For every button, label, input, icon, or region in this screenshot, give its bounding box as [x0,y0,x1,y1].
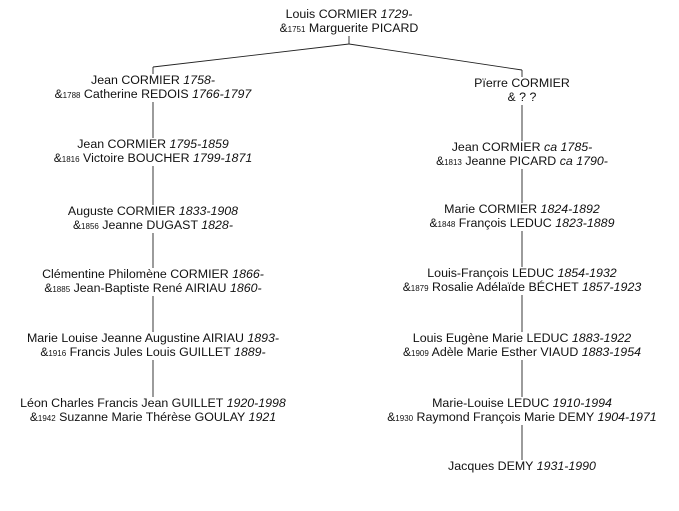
person-line [68,205,238,219]
person-line [436,141,608,155]
marriage-symbol: & [53,150,62,165]
person-line [403,332,641,346]
person-name: Louis Eugène Marie LEDUC [412,331,569,345]
marriage-year: 1942 [37,413,56,423]
marriage-symbol: & [402,279,411,294]
spouse-line [68,219,238,234]
marriage-year: 1930 [395,413,414,423]
left-generation-5 [27,332,279,360]
root-to-left-branch [153,44,349,67]
marriage-year: 1816 [61,154,80,164]
person-name: Louis CORMIER [285,7,378,21]
root-to-right-branch [349,44,522,70]
right-generation-7 [448,460,596,474]
spouse-name: Jeanne PICARD [465,153,557,168]
left-generation-4 [42,268,264,296]
spouse-dates: 1828- [201,217,233,232]
marriage-year: 1751 [287,24,306,34]
person-dates: 1910-1994 [552,396,612,410]
marriage-symbol: & [73,217,82,232]
right-generation-6 [387,397,656,425]
person-dates: 1729- [380,7,413,21]
spouse-dates: 1857-1923 [581,279,642,294]
spouse-line [42,282,264,297]
person-name: Jacques DEMY [448,459,534,473]
marriage-symbol: & [387,409,396,424]
spouse-name: Marguerite PICARD [308,20,419,35]
spouse-name: Victoire BOUCHER [83,150,190,165]
person-line [387,397,656,411]
marriage-year: 1788 [62,90,81,100]
person-dates: 1920-1998 [226,396,286,410]
person-name: Marie Louise Jeanne Augustine AIRIAU [26,331,244,345]
person-dates: 1931-1990 [536,459,596,473]
marriage-symbol: & [507,89,516,104]
person-line [403,267,641,281]
person-line [448,460,596,474]
marriage-year: 1813 [444,157,462,167]
person-line [27,332,279,346]
right-generation-3 [430,203,615,231]
marriage-symbol: & [40,344,49,359]
spouse-name: Jean-Baptiste René AIRIAU [73,280,227,295]
spouse-dates: 1823-1889 [555,215,615,230]
spouse-line [403,346,641,361]
spouse-name: François LEDUC [458,215,552,230]
spouse-name: Jeanne DUGAST [102,217,198,232]
person-line [430,203,615,217]
spouse-name: Francis Jules Louis GUILLET [69,344,231,359]
spouse-dates: 1766-1797 [192,86,252,101]
person-dates: 1866- [232,267,264,281]
right-generation-1 [474,77,570,104]
spouse-line [403,281,641,296]
spouse-name: Raymond François Marie DEMY [416,409,594,424]
left-generation-1 [55,74,252,102]
left-generation-2 [54,138,252,166]
person-dates: 1893- [247,331,280,345]
marriage-year: 1848 [437,219,456,229]
spouse-line [436,155,608,170]
spouse-dates: 1799-1871 [192,150,253,165]
spouse-line [474,91,570,105]
marriage-symbol: & [403,344,412,359]
spouse-line [430,217,615,232]
person-dates: 1854-1932 [557,266,617,280]
spouse-dates: 1904-1971 [597,409,657,424]
spouse-name: ? ? [519,89,537,104]
spouse-line [387,411,656,426]
person-line [42,268,264,282]
person-name: Marie-Louise LEDUC [432,396,550,410]
marriage-symbol: & [429,215,438,230]
left-generation-3 [68,205,238,233]
person-name: Louis-François LEDUC [427,266,554,280]
marriage-symbol: & [54,86,63,101]
marriage-symbol: & [29,409,38,424]
spouse-line [55,88,252,103]
person-dates: 1758- [183,73,215,87]
person-name: Jean CORMIER [91,73,180,87]
spouse-dates: 1860- [229,280,262,295]
person-name: Clémentine Philomène CORMIER [42,267,229,281]
right-generation-2 [436,141,608,169]
left-generation-6 [20,397,286,425]
person-name: Jean CORMIER [77,137,167,151]
person-dates: ca 1785- [544,140,593,154]
marriage-year: 1856 [81,221,99,231]
marriage-symbol: & [44,280,53,295]
spouse-line [280,22,419,37]
person-name: Pïerre CORMIER [474,76,570,90]
person-line [280,8,419,22]
person-dates: 1833-1908 [178,204,239,218]
person-name: Auguste CORMIER [67,204,176,218]
spouse-line [20,411,286,426]
marriage-year: 1916 [48,348,67,358]
person-dates: 1824-1892 [540,202,600,216]
person-dates: 1883-1922 [571,331,632,345]
right-generation-4 [403,267,641,295]
spouse-dates: 1921 [248,409,277,424]
spouse-dates: 1889- [233,344,266,359]
spouse-line [54,152,252,167]
spouse-dates: ca 1790- [559,153,608,168]
person-line [54,138,252,152]
root-couple [280,8,419,36]
spouse-name: Catherine REDOIS [83,86,189,101]
spouse-line [27,346,279,361]
spouse-name: Suzanne Marie Thérèse GOULAY [59,409,246,424]
marriage-symbol: & [279,20,288,35]
marriage-year: 1909 [411,348,429,358]
marriage-year: 1885 [52,284,71,294]
marriage-year: 1879 [410,283,429,293]
person-line [20,397,286,411]
person-name: Jean CORMIER [451,140,541,154]
marriage-symbol: & [436,153,445,168]
spouse-dates: 1883-1954 [581,344,641,359]
spouse-name: Rosalie Adélaïde BÉCHET [432,279,579,294]
person-name: Léon Charles Francis Jean GUILLET [20,396,224,410]
person-line [55,74,252,88]
person-line [474,77,570,91]
person-dates: 1795-1859 [169,137,229,151]
person-name: Marie CORMIER [444,202,538,216]
spouse-name: Adèle Marie Esther VIAUD [431,344,579,359]
right-generation-5 [403,332,641,360]
